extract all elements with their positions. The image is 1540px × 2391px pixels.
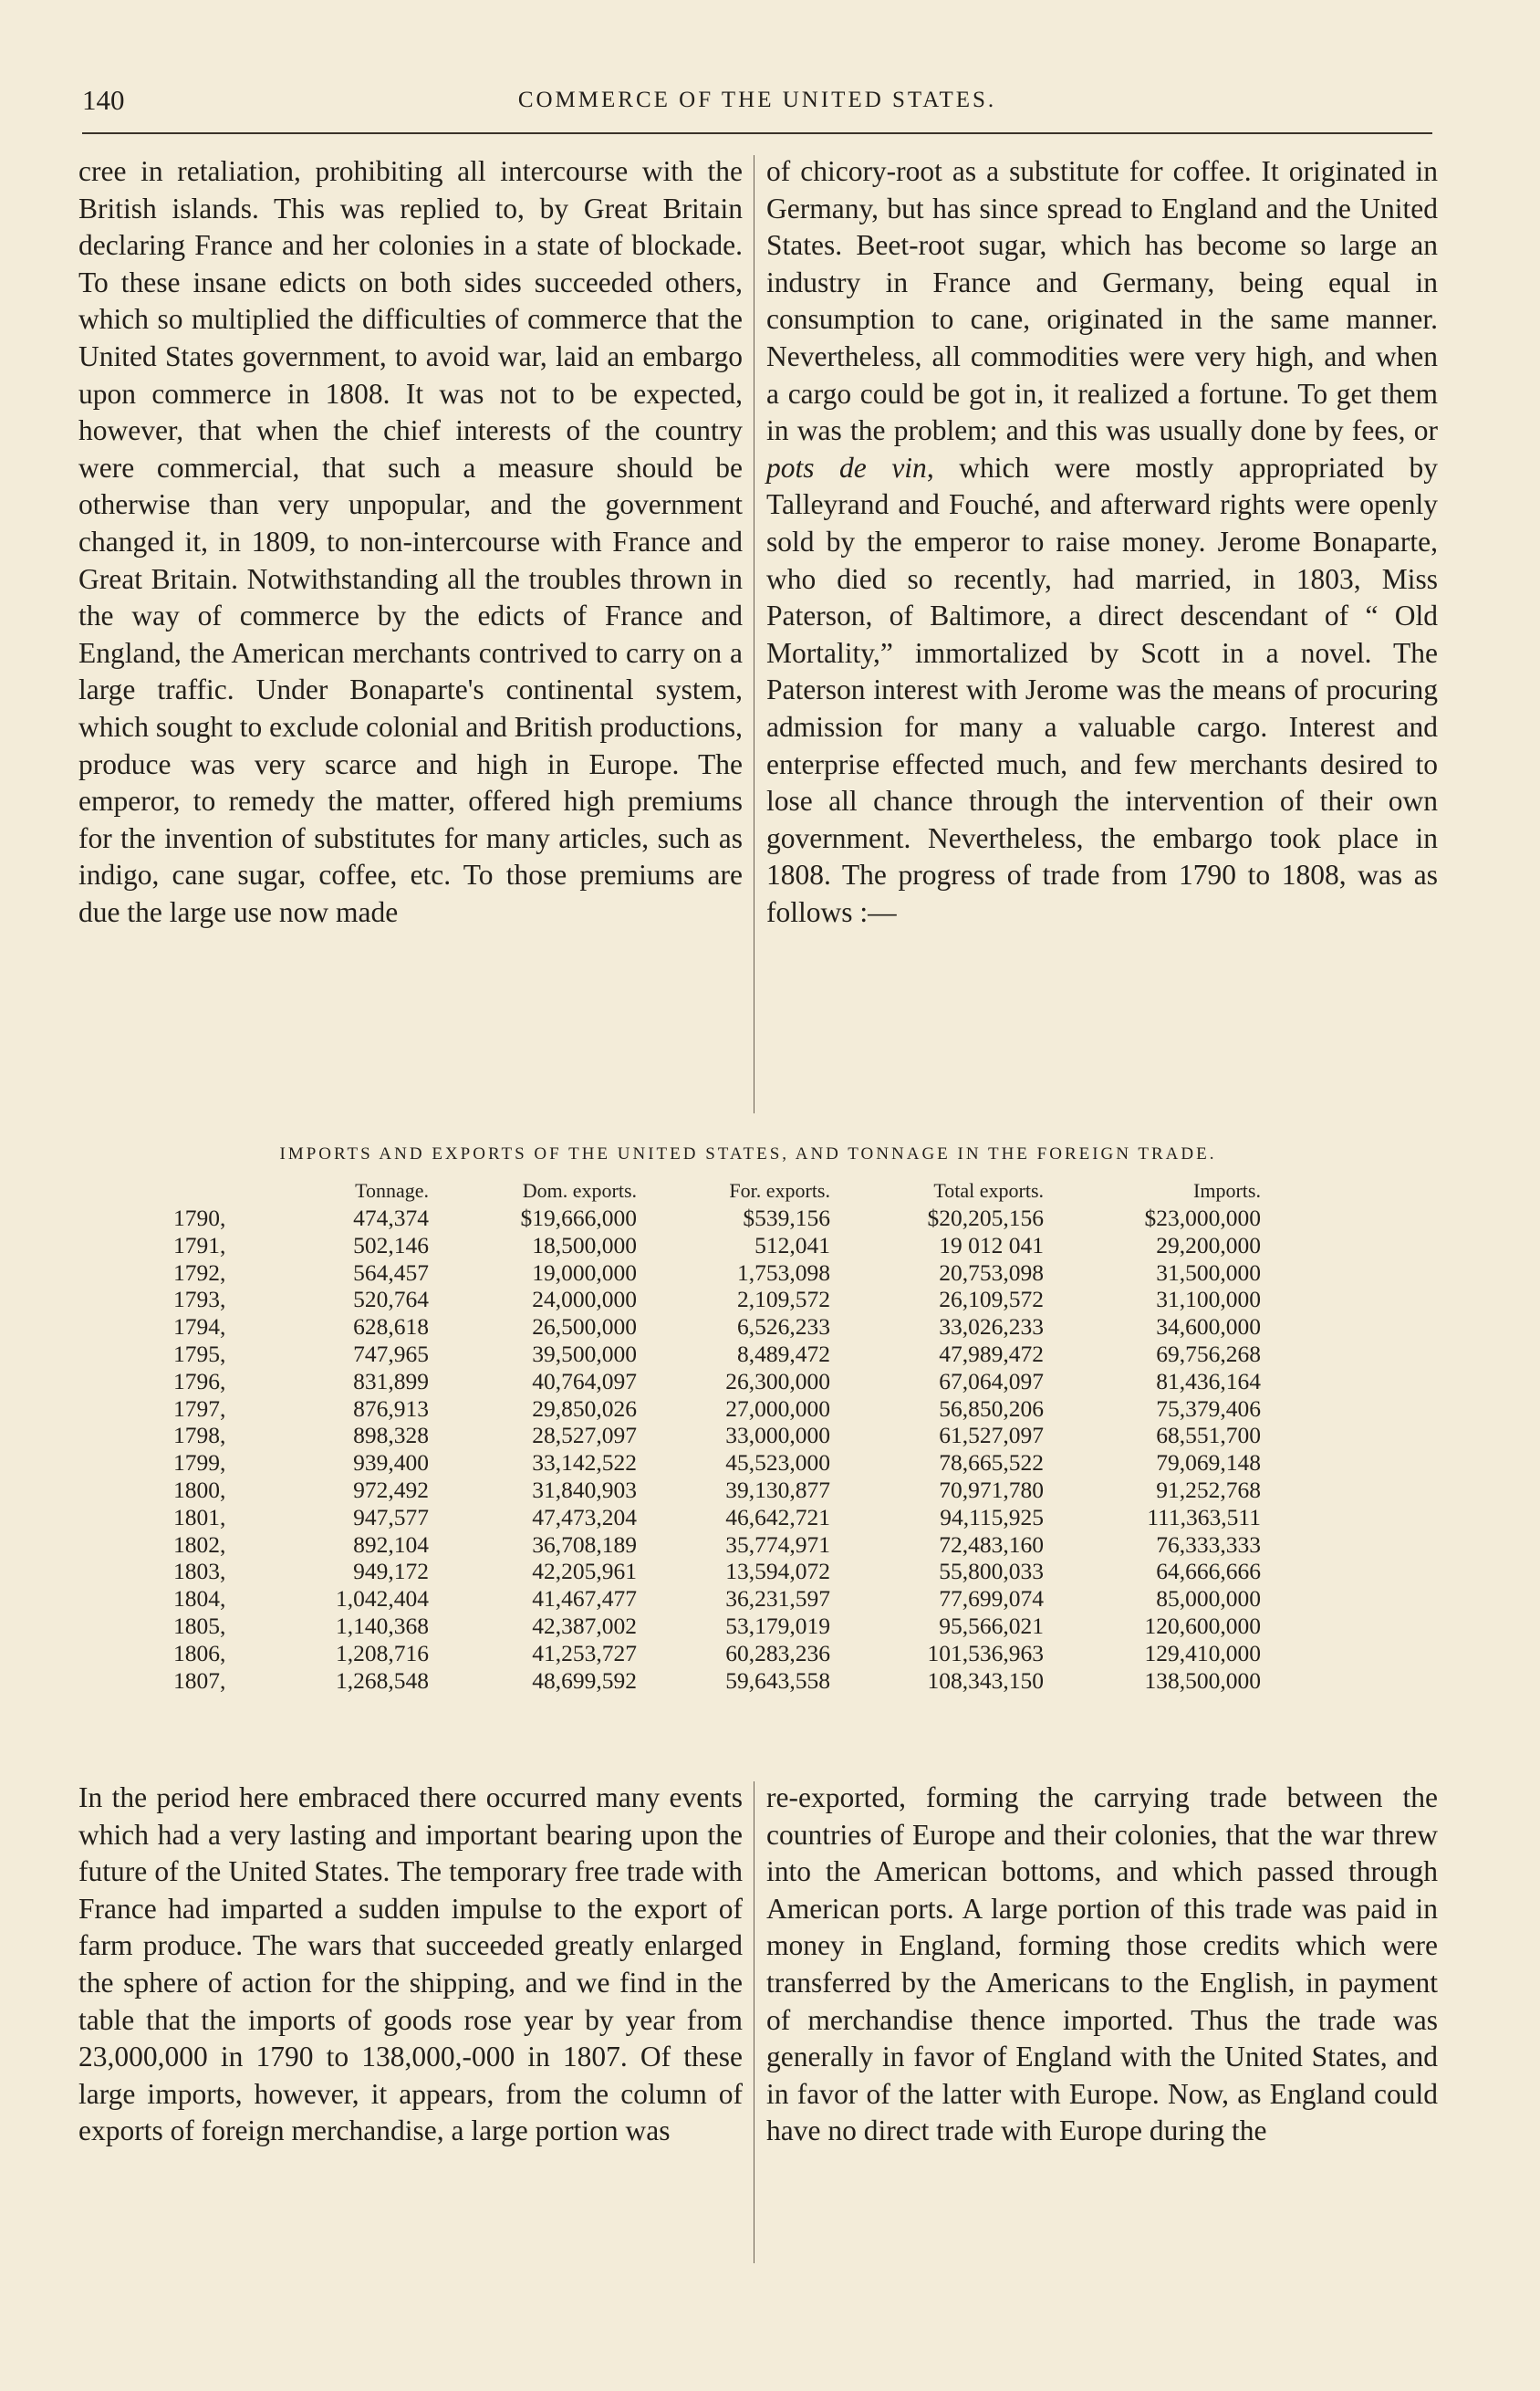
cell-imports: 31,100,000 [1156,1286,1261,1313]
cell-total-exports: 72,483,160 [939,1530,1044,1558]
cell-total-exports: 70,971,780 [939,1476,1044,1503]
column-top-left: cree in retaliation, prohibiting all intercourse with the British islands. This was replied to, by Great Britain declaring France and her colonies in a state of blockade. To these insane edicts on both sides succeeded others, which so multiplied the difficulties of commerce that the United States government, to avoid war, laid an embargo upon commerce in 1808. It was not to be expected, however, that when the chief interests of the country were commercial, that such a measure should be otherwise than very unpopular, and the government changed it, in 1809, to non-intercourse with France and Great Britain. Notwithstanding all the troubles thrown in the way of commerce by the edicts of France and England, the American merchants contrived to carry on a large traffic. Under Bonaparte's continental system, which sought to exclude colonial and British productions, produce was very scarce and high in Europe. The emperor, to remedy the matter, offered high premiums for the invention of substitutes for many articles, such as indigo, cane sugar, coffee, etc. To those premiums are due the large use now made [78,155,743,928]
cell-dom-exports: 29,850,026 [532,1394,637,1422]
cell-for-exports: 59,643,558 [725,1666,830,1694]
cell-total-exports: 19 012 041 [939,1231,1044,1258]
cell-for-exports: 26,300,000 [725,1367,830,1394]
cell-tonnage: 939,400 [353,1449,429,1477]
table-row [173,1558,1261,1585]
cell-imports: 75,379,406 [1156,1394,1261,1422]
cell-for-exports: 33,000,000 [725,1422,830,1449]
cell-total-exports: 56,850,206 [939,1394,1044,1422]
cell-year: 1798, [173,1422,226,1449]
header-year [173,1177,265,1205]
table-title: IMPORTS AND EXPORTS OF THE UNITED STATES, AND TONNAGE IN THE FOREIGN TRADE. [279,1144,1217,1164]
cell-dom-exports: 41,467,477 [532,1585,637,1613]
cell-for-exports: 27,000,000 [725,1394,830,1422]
cell-for-exports: 2,109,572 [737,1286,830,1313]
cell-total-exports: 55,800,033 [939,1558,1044,1585]
cell-year: 1793, [173,1286,226,1313]
cell-imports: 111,363,511 [1147,1503,1261,1530]
cell-year: 1800, [173,1476,226,1503]
table-row [173,1232,1261,1259]
cell-total-exports: 95,566,021 [939,1612,1044,1639]
cell-for-exports: 60,283,236 [725,1639,830,1666]
cell-for-exports: 6,526,233 [737,1313,830,1341]
cell-imports: 64,666,666 [1156,1558,1261,1585]
cell-tonnage: 520,764 [353,1286,429,1313]
table-header-row [173,1177,1261,1205]
cell-tonnage: 747,965 [353,1340,429,1367]
cell-dom-exports: 42,387,002 [532,1612,637,1639]
cell-tonnage: 949,172 [353,1558,429,1585]
cell-for-exports: 39,130,877 [725,1476,830,1503]
table-row [173,1477,1261,1504]
cell-year: 1799, [173,1449,226,1477]
cell-dom-exports: 36,708,189 [532,1530,637,1558]
cell-for-exports: $539,156 [743,1205,830,1231]
cell-year: 1796, [173,1367,226,1394]
table-row [173,1341,1261,1368]
cell-total-exports: 47,989,472 [939,1340,1044,1367]
table-row [173,1504,1261,1531]
cell-dom-exports: 26,500,000 [532,1313,637,1341]
cell-imports: 79,069,148 [1156,1449,1261,1477]
cell-year: 1794, [173,1313,226,1341]
table-row [173,1313,1261,1341]
cell-tonnage: 947,577 [353,1503,429,1530]
table-row [173,1259,1261,1287]
cell-tonnage: 564,457 [353,1258,429,1286]
cell-for-exports: 1,753,098 [737,1258,830,1286]
cell-tonnage: 898,328 [353,1422,429,1449]
cell-imports: 85,000,000 [1156,1585,1261,1613]
page-number: 140 [82,84,125,116]
table-row [173,1531,1261,1559]
cell-for-exports: 512,041 [754,1231,830,1258]
cell-dom-exports: 33,142,522 [532,1449,637,1477]
cell-year: 1802, [173,1530,226,1558]
table-row [173,1585,1261,1613]
column-bottom-right: re-exported, forming the carrying trade between the countries of Europe and their colonies, that the war threw into the American bottoms, and which passed through American ports. A large portion of this trade was paid in money in England, forming those credits which were transferred by the Americans to the English, in payment of merchandise thence imported. Thus the trade was generally in favor of England with the United States, and in favor of the latter with Europe. Now, as England could have no direct trade with Europe during the [766,1781,1438,2147]
cell-year: 1806, [173,1639,226,1666]
cell-total-exports: 20,753,098 [939,1258,1044,1286]
cell-imports: 81,436,164 [1156,1367,1261,1394]
table-row [173,1368,1261,1395]
cell-dom-exports: 42,205,961 [532,1558,637,1585]
table-row [173,1640,1261,1667]
cell-total-exports: 94,115,925 [940,1503,1044,1530]
top-right-text-1: of chicory-root as a substitute for coffee. It originated in Germany, but has since spread to England and the United States. Beet-root sugar, which has become so large an industry in France and Germany, being equal in consumption to cane, originated in the same manner. Nevertheless, all commodities were very high, and when a cargo could be got in, it realized a fortune. To get them in was the problem; and this was usually done by fees, or [766,155,1438,447]
header-imports: Imports. [1193,1179,1261,1203]
header-tonnage: Tonnage. [355,1179,429,1203]
table-row [173,1613,1261,1640]
cell-dom-exports: 48,699,592 [532,1666,637,1694]
table-row [173,1286,1261,1313]
running-head: COMMERCE OF THE UNITED STATES. [517,88,997,112]
table-row [173,1395,1261,1423]
cell-dom-exports: 40,764,097 [532,1367,637,1394]
cell-dom-exports: 39,500,000 [532,1340,637,1367]
cell-for-exports: 8,489,472 [737,1340,830,1367]
column-top-right [766,153,1438,931]
trade-table [173,1177,1261,1694]
cell-imports: 91,252,768 [1156,1476,1261,1503]
cell-tonnage: 892,104 [353,1530,429,1558]
cell-for-exports: 35,774,971 [725,1530,830,1558]
cell-total-exports: 101,536,963 [927,1639,1044,1666]
cell-total-exports: 67,064,097 [939,1367,1044,1394]
cell-for-exports: 45,523,000 [725,1449,830,1477]
header-rule [82,132,1432,134]
table-row [173,1422,1261,1449]
cell-year: 1792, [173,1258,226,1286]
cell-tonnage: 628,618 [353,1313,429,1341]
cell-imports: 34,600,000 [1156,1313,1261,1341]
cell-imports: $23,000,000 [1144,1205,1261,1231]
cell-total-exports: 61,527,097 [939,1422,1044,1449]
table-body [173,1205,1261,1694]
cell-imports: 69,756,268 [1156,1340,1261,1367]
cell-imports: 29,200,000 [1156,1231,1261,1258]
cell-imports: 120,600,000 [1144,1612,1261,1639]
cell-imports: 76,333,333 [1156,1530,1261,1558]
cell-tonnage: 876,913 [353,1394,429,1422]
cell-imports: 68,551,700 [1156,1422,1261,1449]
cell-dom-exports: 41,253,727 [532,1639,637,1666]
cell-dom-exports: 18,500,000 [532,1231,637,1258]
column-bottom-left: In the period here embraced there occurred many events which had a very lasting and important bearing upon the future of the United States. The temporary free trade with France had imparted a sudden impulse to the export of farm produce. The wars that succeeded greatly enlarged the sphere of action for the shipping, and we find in the table that the imports of goods rose year by year from 23,000,000 in 1790 to 138,000,-000 in 1807. Of these large imports, however, it appears, from the column of exports of foreign merchandise, a large portion was [78,1781,743,2147]
cell-total-exports: $20,205,156 [927,1205,1044,1231]
page-header [82,84,1432,130]
cell-year: 1805, [173,1612,226,1639]
header-total-exports: Total exports. [933,1179,1044,1203]
cell-dom-exports: 19,000,000 [532,1258,637,1286]
cell-imports: 31,500,000 [1156,1258,1261,1286]
cell-dom-exports: 31,840,903 [532,1476,637,1503]
cell-dom-exports: 24,000,000 [532,1286,637,1313]
cell-total-exports: 108,343,150 [927,1666,1044,1694]
cell-year: 1803, [173,1558,226,1585]
cell-year: 1795, [173,1340,226,1367]
cell-year: 1790, [173,1205,226,1231]
cell-year: 1804, [173,1585,226,1613]
cell-imports: 138,500,000 [1144,1666,1261,1694]
cell-tonnage: 1,042,404 [336,1585,429,1613]
top-right-text-2: , which were mostly appropriated by Talleyrand and Fouché, and afterward rights were openly sold by the emperor to raise money. Jerome Bonaparte, who died so recently, had married, in 1803, Miss Paterson, of Baltimore, a direct descendant of “ Old Mortality,” immortalized by Scott in a novel. The Paterson interest with Jerome was the means of procuring admission for many a valuable cargo. Interest and enterprise effected much, and few merchants desired to lose all chance through the intervention of their own government. Nevertheless, the embargo took place in 1808. The progress of trade from 1790 to 1808, was as follows :— [766,451,1438,928]
cell-dom-exports: 47,473,204 [532,1503,637,1530]
cell-for-exports: 46,642,721 [725,1503,830,1530]
cell-total-exports: 26,109,572 [939,1286,1044,1313]
cell-tonnage: 972,492 [353,1476,429,1503]
cell-total-exports: 33,026,233 [939,1313,1044,1341]
table-row [173,1667,1261,1695]
cell-total-exports: 78,665,522 [939,1449,1044,1477]
cell-total-exports: 77,699,074 [939,1585,1044,1613]
cell-tonnage: 502,146 [353,1231,429,1258]
cell-dom-exports: $19,666,000 [520,1205,637,1231]
cell-year: 1797, [173,1394,226,1422]
top-right-italic-phrase: pots de vin [766,451,927,484]
header-for-exports: For. exports. [729,1179,830,1203]
cell-for-exports: 53,179,019 [725,1612,830,1639]
cell-tonnage: 831,899 [353,1367,429,1394]
cell-imports: 129,410,000 [1144,1639,1261,1666]
cell-dom-exports: 28,527,097 [532,1422,637,1449]
cell-year: 1791, [173,1231,226,1258]
header-dom-exports: Dom. exports. [522,1179,637,1203]
cell-tonnage: 474,374 [353,1205,429,1231]
cell-tonnage: 1,268,548 [336,1666,429,1694]
cell-tonnage: 1,208,716 [336,1639,429,1666]
cell-year: 1801, [173,1503,226,1530]
cell-for-exports: 36,231,597 [725,1585,830,1613]
table-row [173,1449,1261,1477]
cell-tonnage: 1,140,368 [336,1612,429,1639]
cell-year: 1807, [173,1666,226,1694]
table-row [173,1205,1261,1232]
cell-for-exports: 13,594,072 [725,1558,830,1585]
